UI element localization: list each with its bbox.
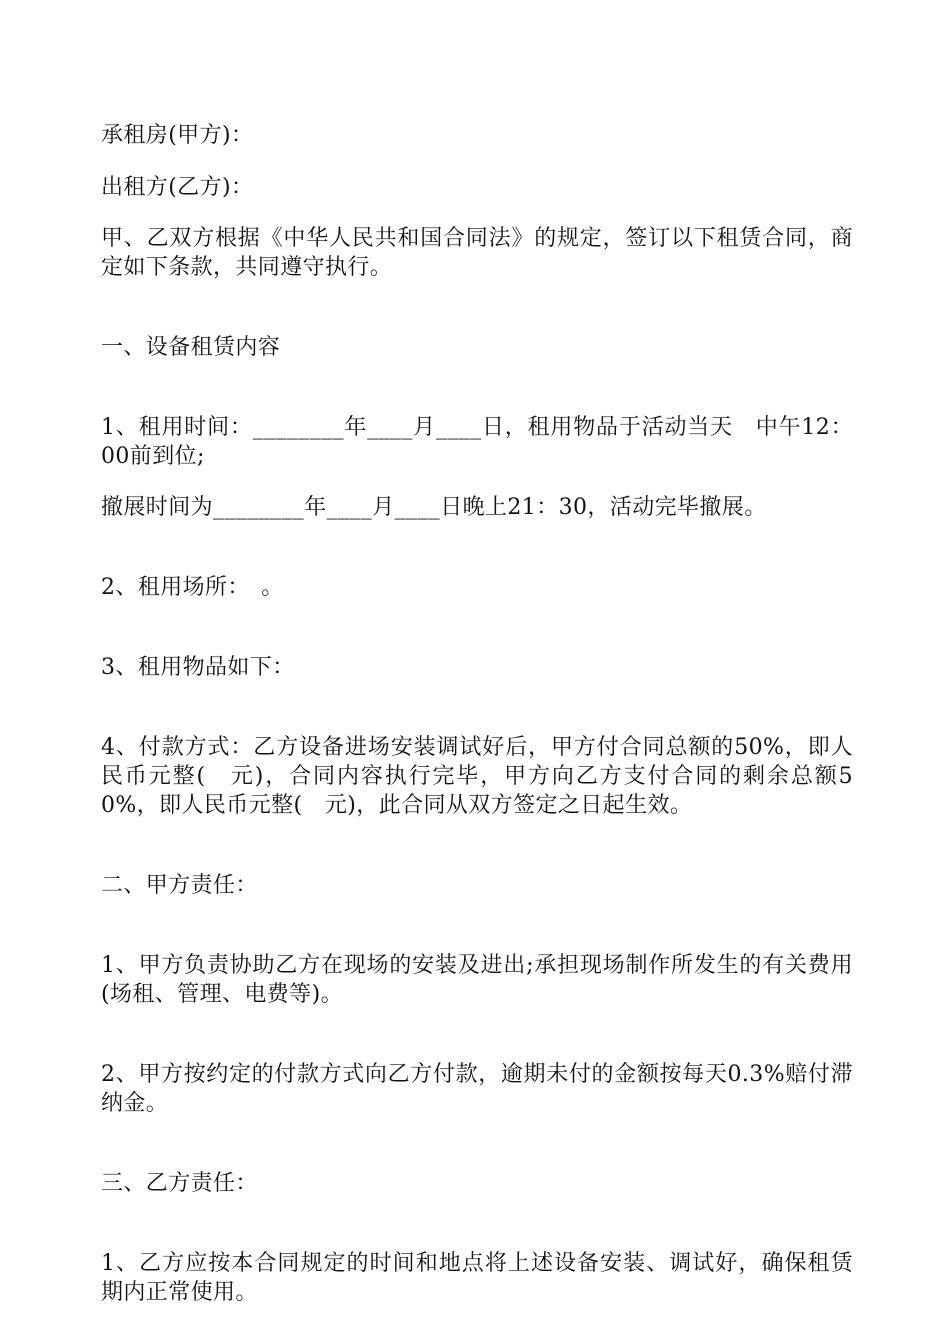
clause-payment: 4、付款方式：乙方设备进场安装调试好后，甲方付合同总额的50%，即人民币元整( 元)，合同内容执行完毕，甲方向乙方支付合同的剩余总额50%，即人民币元整( 元)，此合同从双方签定之日起生效。	[101, 735, 853, 818]
section-1-heading: 一、设备租赁内容	[101, 335, 281, 360]
party-a-duty-1: 1、甲方负责协助乙方在现场的安装及进出;承担现场制作所发生的有关费用(场租、管理、电费等)。	[101, 953, 853, 1007]
contract-body	[101, 121, 853, 1307]
section-2-heading: 二、甲方责任：	[101, 873, 258, 898]
party-b-line: 出租方(乙方)：	[101, 175, 254, 200]
section-3-heading: 三、乙方责任：	[101, 1171, 258, 1196]
party-a-duty-2: 2、甲方按约定的付款方式向乙方付款，逾期未付的金额按每天0.3%赔付滞纳金。	[101, 1062, 853, 1116]
clause-rental-time: 1、租用时间：________年____月____日，租用物品于活动当天 中午12：00前到位;	[101, 415, 853, 469]
clause-teardown-time: 撤展时间为________年____月____日晚上21：30，活动完毕撤展。	[101, 495, 767, 520]
clause-rental-items: 3、租用物品如下：	[101, 655, 295, 680]
clause-rental-venue: 2、租用场所： 。	[101, 575, 284, 600]
party-b-duty-1: 1、乙方应按本合同规定的时间和地点将上述设备安装、调试好，确保租赁期内正常使用。	[101, 1251, 853, 1305]
party-a-line: 承租房(甲方)：	[101, 123, 254, 148]
intro-paragraph: 甲、乙双方根据《中华人民共和国合同法》的规定，签订以下租赁合同，商定如下条款，共同遵守执行。	[101, 226, 853, 280]
